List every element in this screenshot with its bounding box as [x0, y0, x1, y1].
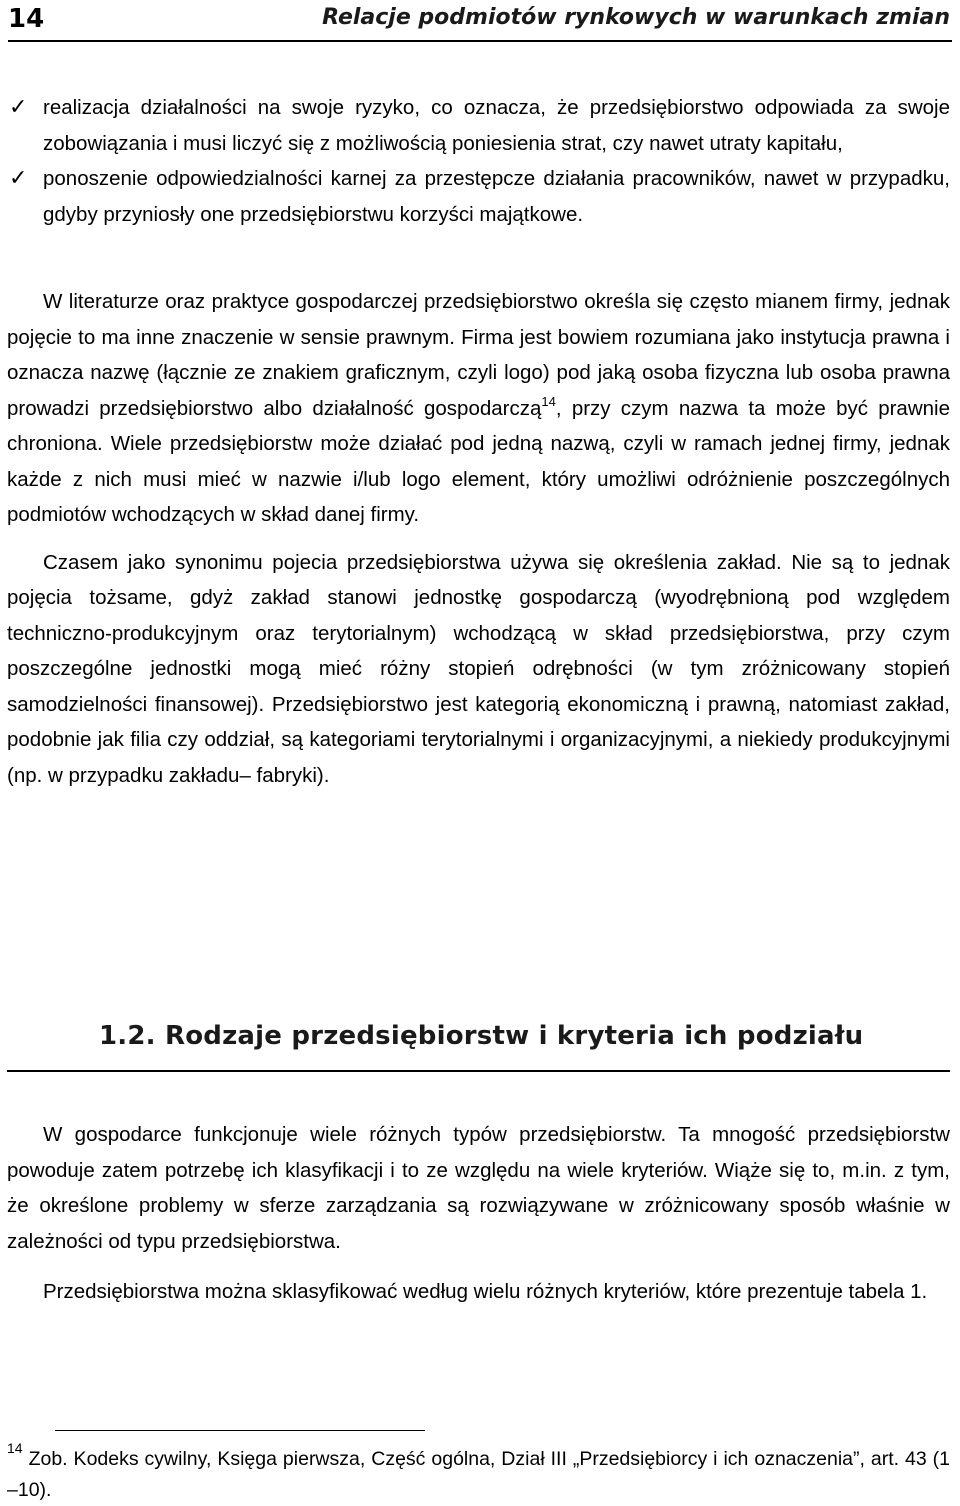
- footnote-number: 14: [7, 1440, 23, 1456]
- paragraph-klasyfikacja: Przedsiębiorstwa można sklasyfikować według wielu różnych kryteriów, które prezentuje tabela 1.: [43, 1280, 928, 1303]
- checkmark-icon: ✓: [9, 166, 28, 191]
- list-item-text: realizacja działalności na swoje ryzyko, co oznacza, że przedsiębiorstwo odpowiada za swoje zobowiązania i musi liczyć się z możliwością poniesienia strat, czy nawet utraty kapitału,: [43, 96, 950, 155]
- footnote: [7, 1440, 950, 1506]
- list-item-text: ponoszenie odpowiedzialności karnej za przestępcze działania pracowników, nawet w przypadku, gdyby przyniosły one przedsiębiorstwu korzyści majątkowe.: [43, 167, 950, 226]
- checklist: [7, 90, 950, 232]
- page-number: 14: [8, 4, 45, 34]
- body-text-block-1: [7, 284, 950, 793]
- running-title: Relacje podmiotów rynkowych w warunkach zmian: [322, 5, 950, 30]
- list-item: [7, 90, 950, 161]
- section-title: 1.2. Rodzaje przedsiębiorstw i kryteria ich podziału: [99, 1021, 864, 1051]
- footnote-reference[interactable]: 14: [541, 393, 556, 409]
- body-text-block-2: [7, 1117, 950, 1310]
- list-item: [7, 161, 950, 232]
- paragraph-zaklad: Czasem jako synonimu pojecia przedsiębiorstwa używa się określenia zakład. Nie są to jednak pojęcia tożsame, gdyż zakład stanowi jednostkę gospodarczą (wyodrębnioną pod względem techniczno-produkcyjnym oraz terytorialnym) wchodzącą w skład przedsiębiorstwa, przy czym poszczególne jednostki mogą mieć różny stopień odrębności (w tym zróżnicowany stopień samodzielności finansowej). Przedsiębiorstwo jest kategorią ekonomiczną i prawną, natomiast zakład, podobnie jak filia czy oddział, są kategoriami terytorialnymi i organizacyjnymi, a niekiedy produkcyjnymi (np. w przypadku zakładu– fabryki).: [7, 550, 950, 787]
- checkmark-icon: ✓: [9, 95, 28, 120]
- page-header: [8, 0, 952, 42]
- section-heading: [7, 1018, 950, 1072]
- footnote-separator: [55, 1430, 425, 1431]
- paragraph-firma: [7, 284, 950, 533]
- paragraph-text: , przy czym nazwa ta może być prawnie chroniona. Wiele przedsiębiorstw może działać pod jedną nazwą, czyli w ramach jednej firmy, jednak każde z nich musi mieć w nazwie i/lub logo element, który umożliwi odróżnienie poszczególnych podmiotów wchodzących w skład danej firmy.: [7, 396, 950, 526]
- paragraph-text: W literaturze oraz praktyce gospodarczej przedsiębiorstwo określa się często mianem firmy, jednak pojęcie to ma inne znaczenie w sensie prawnym. Firma jest bowiem rozumiana jako instytucja prawna i oznacza nazwę (łącznie ze znakiem graficznym, czyli logo) pod jaką osoba fizyczna lub osoba prawna prowadzi przedsiębiorstwo albo działalność gospodarczą: [7, 290, 950, 420]
- footnote-text: Zob. Kodeks cywilny, Księga pierwsza, Część ogólna, Dział III „Przedsiębiorcy i ich oznaczenia”, art. 43 (1 –10).: [7, 1448, 950, 1501]
- paragraph-typy: W gospodarce funkcjonuje wiele różnych typów przedsiębiorstw. Ta mnogość przedsiębiorstw powoduje zatem potrzebę ich klasyfikacji i to ze względu na wiele kryteriów. Wiąże się to, m.in. z tym, że określone problemy w sferze zarządzania są rozwiązywane w zróżnicowany sposób właśnie w zależności od typu przedsiębiorstwa.: [7, 1123, 950, 1253]
